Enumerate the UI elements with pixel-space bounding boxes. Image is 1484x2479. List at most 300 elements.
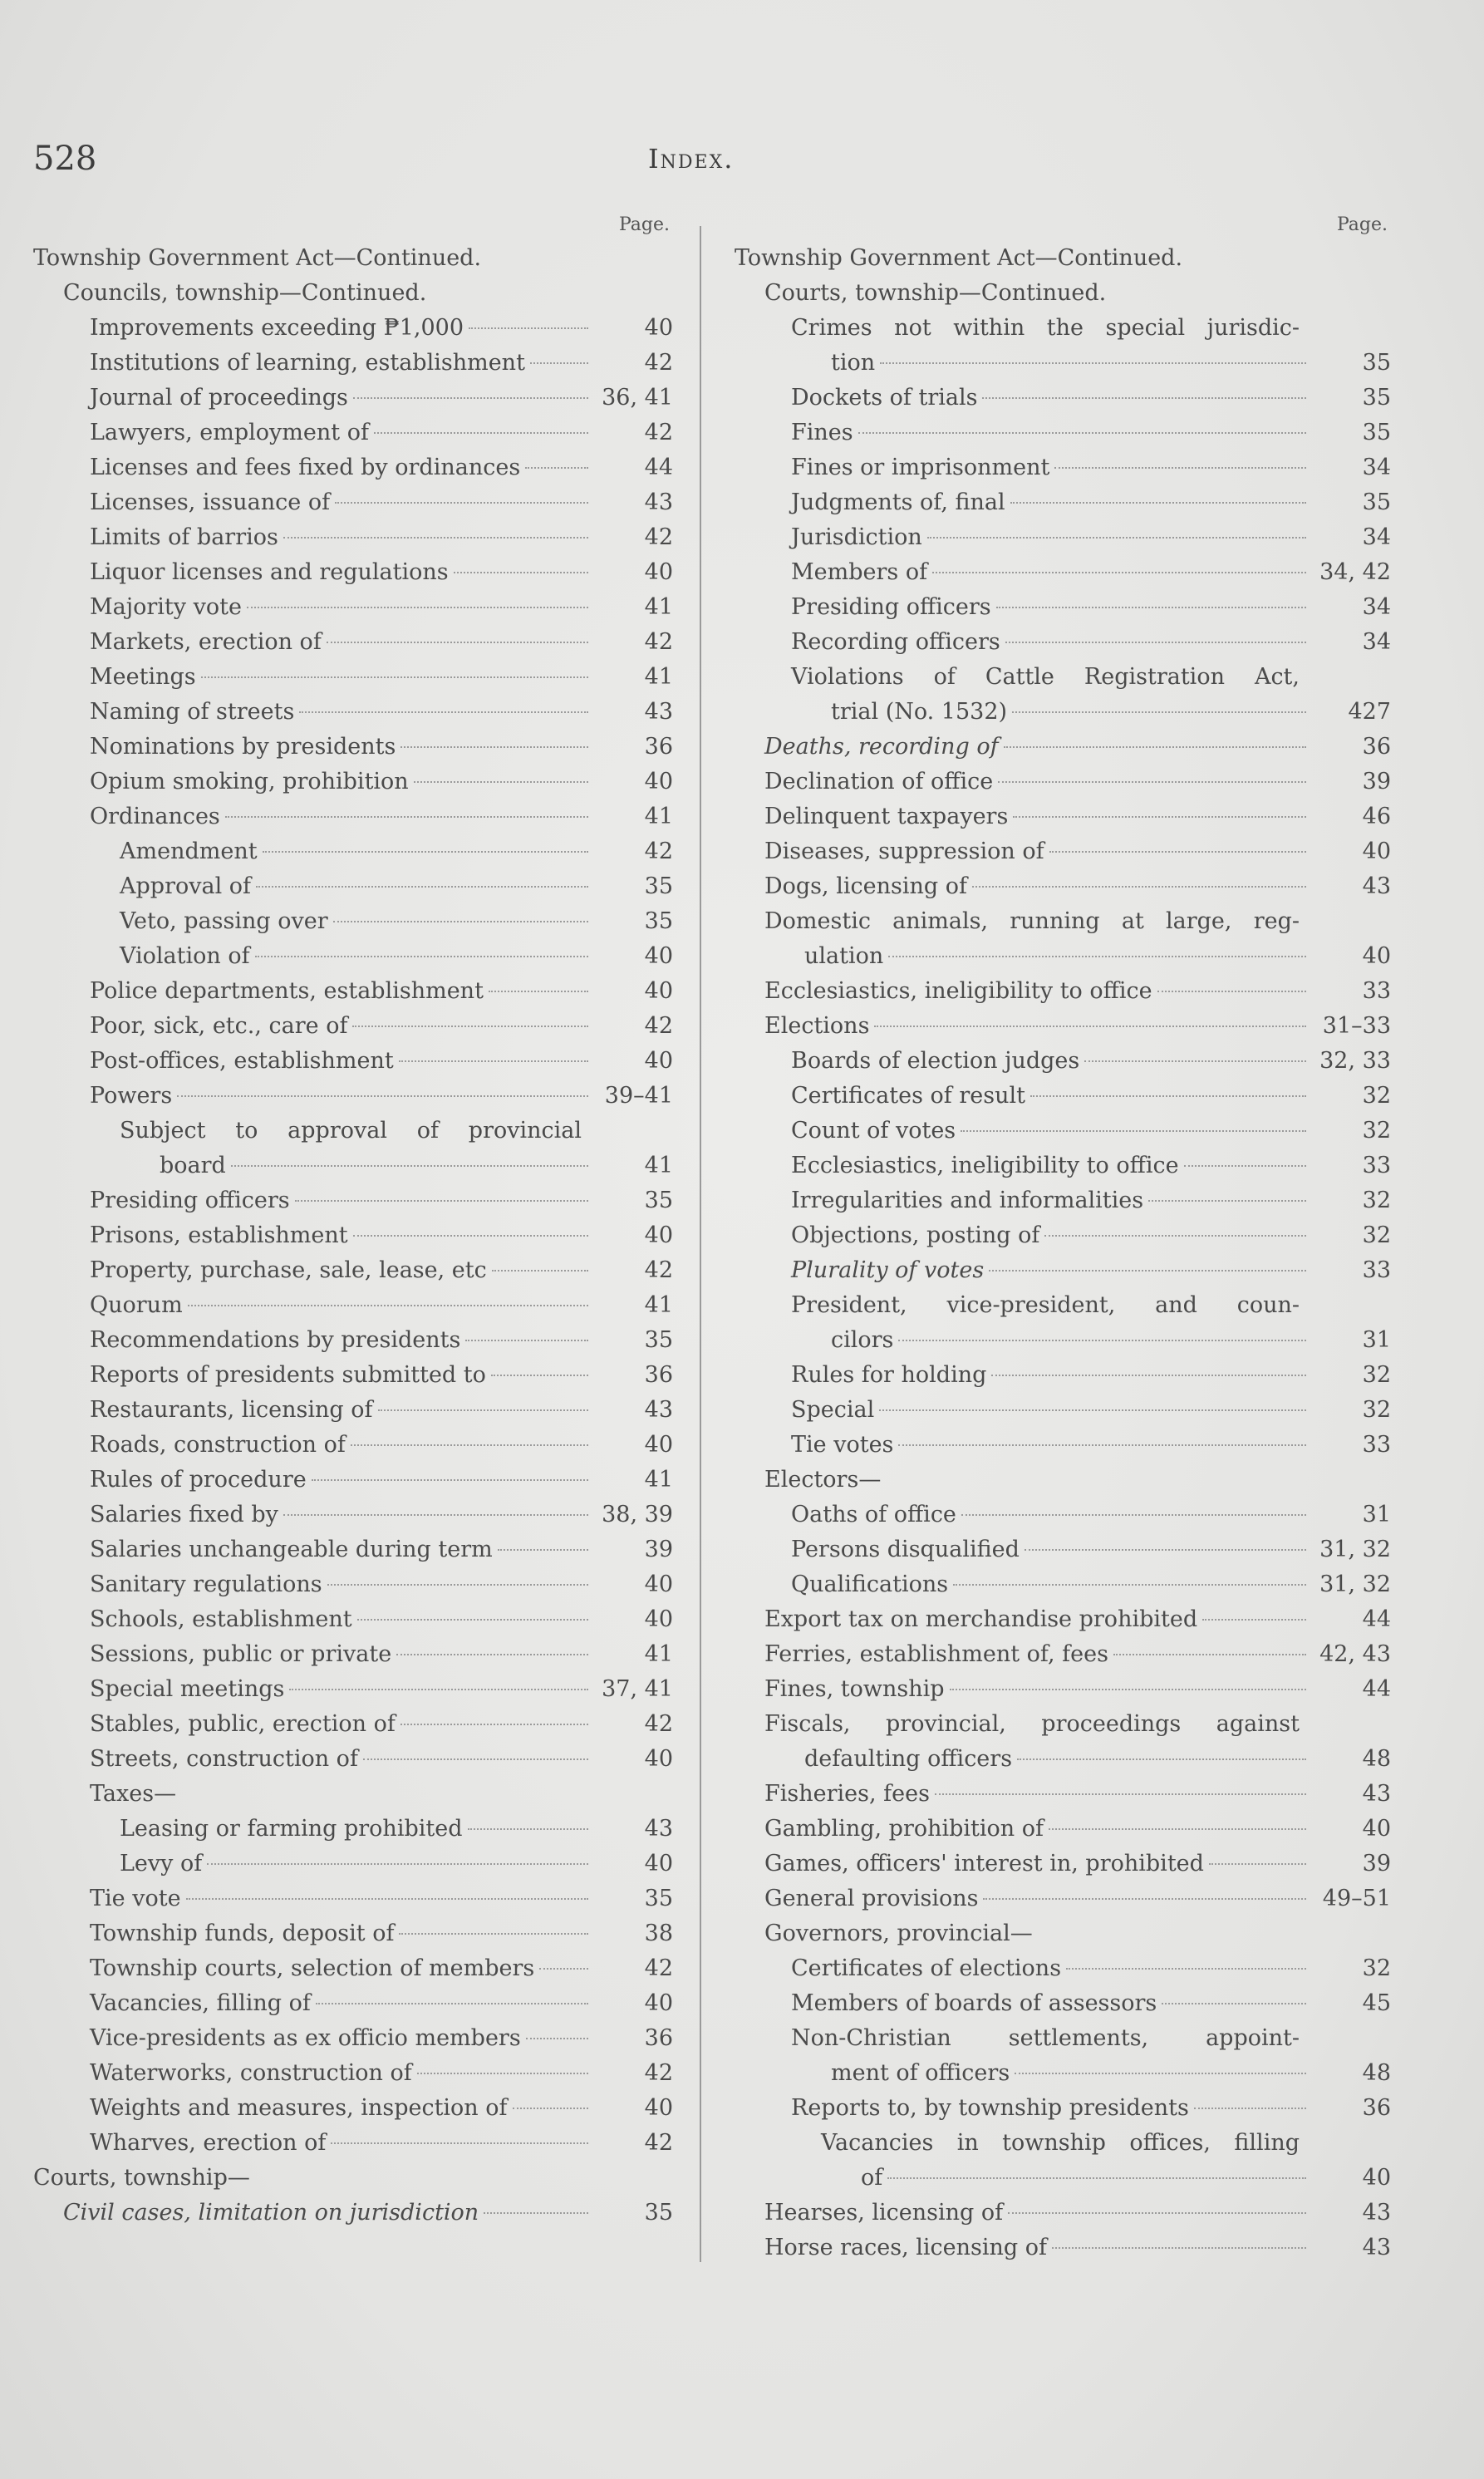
entry-text: Property, purchase, sale, lease, etc [90, 1257, 487, 1283]
entry-pages: 45 [1362, 1990, 1391, 2016]
index-entry [735, 1881, 1391, 1916]
entry-text: Lawyers, employment of [90, 420, 369, 445]
entry-pages: 42 [644, 350, 673, 376]
entry-text: Irregularities and informalities [791, 1188, 1144, 1213]
dot-leader [539, 1968, 588, 1970]
entry-pages: 38, 39 [602, 1502, 673, 1527]
index-entry [735, 765, 1391, 799]
entry-text: Oaths of office [791, 1502, 956, 1527]
entry-pages: 41 [644, 1153, 673, 1178]
entry-text: Fines [791, 420, 853, 445]
index-entry [33, 1463, 673, 1498]
entry-pages: 42 [644, 1257, 673, 1283]
entry-pages: 36 [1362, 2095, 1391, 2121]
dot-leader [351, 1444, 588, 1446]
entry-pages: 34, 42 [1319, 559, 1391, 585]
entry-pages: 40 [644, 1432, 673, 1458]
dot-leader [357, 1619, 588, 1621]
entry-text: Special [791, 1397, 875, 1423]
entry-text: Township courts, selection of members [90, 1955, 535, 1981]
entry-pages: 32 [1362, 1222, 1391, 1248]
entry-text: Jurisdiction [791, 524, 922, 550]
index-entry [735, 416, 1391, 450]
entry-text: Stables, public, erection of [90, 1711, 396, 1737]
index-entry [735, 1114, 1391, 1149]
index-column-right [735, 214, 1391, 2265]
dot-leader [201, 676, 588, 678]
entry-text: Salaries unchangeable during term [90, 1537, 493, 1562]
index-entry [33, 1916, 673, 1951]
dot-leader [935, 1793, 1306, 1795]
dot-leader [1162, 2003, 1306, 2004]
dot-leader [484, 2212, 588, 2214]
index-entry [33, 1847, 673, 1881]
dot-leader [333, 921, 588, 922]
entry-text: Civil cases, limitation on jurisdiction [63, 2200, 479, 2226]
entry-text: Certificates of elections [791, 1955, 1062, 1981]
entry-pages: 40 [644, 1572, 673, 1597]
entry-pages: 43 [1362, 2200, 1391, 2226]
dot-leader [996, 607, 1306, 608]
index-entries [735, 241, 1391, 2265]
index-entry [33, 1079, 673, 1114]
dot-leader [961, 1130, 1306, 1132]
entry-pages: 36 [644, 2025, 673, 2051]
index-entry [735, 1602, 1391, 1637]
dot-leader [972, 886, 1306, 888]
entry-text: Subject to approval of provincial [120, 1118, 582, 1144]
entry-pages: 41 [644, 594, 673, 620]
dot-leader [1030, 1095, 1306, 1097]
index-entry [735, 1218, 1391, 1253]
dot-leader [489, 991, 588, 992]
dot-leader [263, 851, 588, 853]
index-entry [735, 869, 1391, 904]
entry-pages: 43 [1362, 2235, 1391, 2260]
entry-pages: 38 [644, 1921, 673, 1946]
dot-leader [898, 1444, 1306, 1446]
entry-pages: 40 [644, 943, 673, 969]
entry-text: Horse races, licensing of [764, 2235, 1048, 2260]
entry-text: Dockets of trials [791, 385, 978, 411]
entry-continuation [764, 1742, 1391, 1777]
dot-leader [1184, 1165, 1306, 1167]
entry-pages: 41 [644, 664, 673, 690]
index-entry [33, 1567, 673, 1602]
entry-text: Tie votes [791, 1432, 894, 1458]
entry-text-continued: board [160, 1153, 226, 1178]
entry-pages: 40 [1362, 943, 1391, 969]
index-entry [735, 311, 1391, 381]
entry-pages: 44 [644, 455, 673, 480]
index-entry [33, 1672, 673, 1707]
index-entry [33, 1881, 673, 1916]
dot-leader [289, 1689, 588, 1690]
dot-leader [414, 781, 588, 783]
index-entries [33, 241, 673, 2231]
index-entry [735, 2196, 1391, 2231]
entry-text: Naming of streets [90, 699, 295, 725]
dot-leader [1004, 746, 1306, 748]
entry-text: Licenses, issuance of [90, 489, 331, 515]
entry-text: Institutions of learning, establishment [90, 350, 525, 376]
entry-pages: 42 [644, 2130, 673, 2156]
entry-text: Weights and measures, inspection of [90, 2095, 508, 2121]
dot-leader [316, 2003, 588, 2004]
entry-text: Judgments of, final [791, 489, 1005, 515]
index-entry [735, 660, 1391, 730]
dot-leader [255, 956, 588, 957]
index-entry [735, 1986, 1391, 2021]
entry-pages: 33 [1362, 1153, 1391, 1178]
entry-pages: 44 [1362, 1676, 1391, 1702]
index-entry [735, 520, 1391, 555]
dot-leader [327, 642, 588, 643]
dot-leader [231, 1165, 588, 1167]
entry-pages: 427 [1348, 699, 1391, 725]
dot-leader [1084, 1060, 1306, 1062]
entry-text: Dogs, licensing of [764, 873, 967, 899]
entry-text: Markets, erection of [90, 629, 322, 655]
entry-text: Ecclesiastics, ineligibility to office [764, 978, 1152, 1004]
entry-pages: 44 [1362, 1606, 1391, 1632]
entry-pages: 42, 43 [1319, 1641, 1391, 1667]
entry-text: Members of [791, 559, 928, 585]
index-entry [735, 1498, 1391, 1532]
dot-leader [225, 816, 588, 818]
entry-pages: 40 [644, 978, 673, 1004]
entry-pages: 43 [644, 699, 673, 725]
entry-text: Ferries, establishment of, fees [764, 1641, 1108, 1667]
index-entry [735, 625, 1391, 660]
entry-text: Approval of [120, 873, 252, 899]
entry-text: President, vice-president, and coun- [791, 1292, 1300, 1318]
entry-pages: 35 [1362, 385, 1391, 411]
entry-text: Township funds, deposit of [90, 1921, 395, 1946]
entry-pages: 46 [1362, 804, 1391, 829]
entry-pages: 42 [644, 420, 673, 445]
dot-leader [927, 537, 1306, 539]
entry-pages: 43 [1362, 873, 1391, 899]
entry-pages: 40 [644, 2095, 673, 2121]
index-entry [33, 1742, 673, 1777]
entry-text: Fines, township [764, 1676, 945, 1702]
dot-leader [299, 711, 588, 713]
dot-leader [983, 1898, 1306, 1900]
entry-pages: 37, 41 [602, 1676, 673, 1702]
entry-text: Delinquent taxpayers [764, 804, 1009, 829]
entry-text: Hearses, licensing of [764, 2200, 1004, 2226]
index-entry [33, 1218, 673, 1253]
entry-pages: 49–51 [1322, 1886, 1391, 1911]
entry-pages: 40 [1362, 2165, 1391, 2191]
running-head: Index. [648, 143, 735, 175]
entry-pages: 41 [644, 1641, 673, 1667]
entry-pages: 36 [1362, 734, 1391, 760]
entry-text: Members of boards of assessors [791, 1990, 1157, 2016]
entry-text: Restaurants, licensing of [90, 1397, 373, 1423]
dot-leader [295, 1200, 588, 1202]
entry-pages: 40 [644, 559, 673, 585]
dot-leader [887, 2177, 1306, 2179]
dot-leader [492, 1270, 588, 1271]
dot-leader [1012, 711, 1306, 713]
entry-text: Streets, construction of [90, 1746, 358, 1772]
index-entry [735, 1044, 1391, 1079]
dot-leader [374, 432, 588, 434]
entry-text: Veto, passing over [120, 908, 328, 934]
entry-text: Ecclesiastics, ineligibility to office [791, 1153, 1179, 1178]
entry-text: Declination of office [764, 769, 994, 794]
index-entry [33, 1393, 673, 1428]
entry-pages: 40 [644, 1851, 673, 1876]
index-entry [735, 1951, 1391, 1986]
dot-leader [1044, 1235, 1306, 1237]
entry-text: Majority vote [90, 594, 242, 620]
index-entry [33, 1114, 673, 1183]
index-entry [33, 1498, 673, 1532]
dot-leader [530, 362, 588, 364]
index-entry [735, 2231, 1391, 2265]
index-entry [735, 834, 1391, 869]
index-heading: Courts, township— [33, 2165, 250, 2191]
entry-text: Objections, posting of [791, 1222, 1040, 1248]
page-header [0, 140, 1484, 189]
dot-leader [186, 1898, 588, 1900]
index-entry [33, 450, 673, 485]
entry-pages: 40 [644, 1606, 673, 1632]
entry-text-continued: defaulting officers [804, 1746, 1013, 1772]
entry-pages: 32 [1362, 1955, 1391, 1981]
dot-leader [327, 1584, 588, 1586]
page-column-label: Page. [618, 214, 670, 235]
index-entry [33, 1532, 673, 1567]
index-entry [33, 939, 673, 974]
index-entry [33, 1602, 673, 1637]
entry-pages: 42 [644, 839, 673, 864]
entry-text: Special meetings [90, 1676, 285, 1702]
index-entry [735, 1183, 1391, 1218]
entry-text: Police departments, establishment [90, 978, 484, 1004]
entry-continuation [791, 2056, 1391, 2091]
entry-text: Limits of barrios [90, 524, 278, 550]
dot-leader [353, 397, 588, 399]
entry-text: Qualifications [791, 1572, 949, 1597]
dot-leader [880, 362, 1306, 364]
entry-text: Tie vote [90, 1886, 181, 1911]
dot-leader [888, 956, 1306, 957]
entry-text: Games, officers' interest in, prohibited [764, 1851, 1204, 1876]
dot-leader [1157, 991, 1306, 992]
entry-pages: 42 [644, 1955, 673, 1981]
entry-continuation [791, 346, 1391, 381]
index-entry [33, 2126, 673, 2161]
dot-leader [989, 1270, 1306, 1271]
page-column-label: Page. [1336, 214, 1388, 235]
entry-text: Elections [764, 1013, 870, 1039]
dot-leader [353, 1235, 588, 1237]
entry-pages: 34 [1362, 629, 1391, 655]
entry-text: General provisions [764, 1886, 979, 1911]
index-entry [735, 590, 1391, 625]
entry-pages: 39 [644, 1537, 673, 1562]
dot-leader [879, 1409, 1306, 1411]
index-entry [33, 311, 673, 346]
index-entry [735, 730, 1391, 765]
entry-text: Domestic animals, running at large, reg- [764, 908, 1300, 934]
entry-pages: 36 [644, 734, 673, 760]
dot-leader [961, 1514, 1306, 1516]
entry-text: Fines or imprisonment [791, 455, 1050, 480]
dot-leader [491, 1375, 588, 1376]
index-entry [33, 2196, 673, 2231]
index-heading: Governors, provincial— [764, 1921, 1033, 1946]
dot-leader [1005, 642, 1306, 643]
dot-leader [1013, 816, 1306, 818]
entry-pages: 43 [644, 489, 673, 515]
entry-pages: 39 [1362, 769, 1391, 794]
entry-pages: 35 [644, 908, 673, 934]
dot-leader [468, 1828, 589, 1830]
entry-text: Poor, sick, etc., care of [90, 1013, 348, 1039]
index-heading: Courts, township—Continued. [764, 280, 1107, 306]
index-entry [735, 1428, 1391, 1463]
index-entry [735, 1812, 1391, 1847]
entry-continuation [821, 2161, 1391, 2196]
index-entry [33, 2091, 673, 2126]
entry-pages: 40 [644, 315, 673, 341]
dot-leader [469, 327, 588, 329]
dot-leader [1017, 1758, 1306, 1760]
dot-leader [283, 1514, 588, 1516]
dot-leader [363, 1758, 588, 1760]
entry-pages: 35 [644, 2200, 673, 2226]
index-entry [33, 2021, 673, 2056]
index-entry [33, 799, 673, 834]
index-entry [735, 904, 1391, 974]
entry-pages: 32, 33 [1319, 1048, 1391, 1074]
entry-pages: 31 [1362, 1327, 1391, 1353]
index-entry [33, 1044, 673, 1079]
entry-text: Vice-presidents as ex officio members [90, 2025, 521, 2051]
entry-pages: 32 [1362, 1083, 1391, 1109]
entry-text: Powers [90, 1083, 173, 1109]
dot-leader [953, 1584, 1306, 1586]
entry-text: Waterworks, construction of [90, 2060, 412, 2086]
index-entry [33, 1323, 673, 1358]
entry-pages: 43 [644, 1816, 673, 1842]
entry-text: Fisheries, fees [764, 1781, 930, 1807]
dot-leader [874, 1026, 1306, 1027]
entry-text: Wharves, erection of [90, 2130, 327, 2156]
dot-leader [454, 572, 588, 573]
entry-pages: 32 [1362, 1397, 1391, 1423]
dot-leader [1010, 502, 1306, 504]
entry-text: Opium smoking, prohibition [90, 769, 409, 794]
dot-leader [513, 2108, 588, 2109]
index-entry [33, 1358, 673, 1393]
entry-pages: 41 [644, 804, 673, 829]
entry-text: Roads, construction of [90, 1432, 346, 1458]
entry-text: Reports of presidents submitted to [90, 1362, 486, 1388]
entry-pages: 40 [644, 1990, 673, 2016]
index-entry [735, 799, 1391, 834]
entry-text: Count of votes [791, 1118, 956, 1144]
entry-pages: 35 [1362, 350, 1391, 376]
entry-text: Persons disqualified [791, 1537, 1020, 1562]
entry-pages: 36 [644, 1362, 673, 1388]
entry-text: Vacancies in township offices, filling [821, 2130, 1300, 2156]
entry-continuation [764, 939, 1391, 974]
dot-leader [396, 1654, 588, 1655]
index-entry [735, 1009, 1391, 1044]
dot-leader [399, 1933, 588, 1935]
entry-text: Presiding officers [90, 1188, 290, 1213]
entry-text: Amendment [120, 839, 258, 864]
entry-text: Recording officers [791, 629, 1000, 655]
entry-pages: 35 [644, 1188, 673, 1213]
entry-pages: 39–41 [604, 1083, 673, 1109]
entry-text: Rules for holding [791, 1362, 987, 1388]
entry-pages: 31–33 [1322, 1013, 1391, 1039]
dot-leader [858, 432, 1306, 434]
index-entry [735, 381, 1391, 416]
index-heading: Township Government Act—Continued. [33, 245, 482, 271]
dot-leader [1015, 2073, 1306, 2074]
dot-leader [177, 1095, 588, 1097]
entry-pages: 35 [644, 1327, 673, 1353]
entry-text: Quorum [90, 1292, 183, 1318]
index-entry [33, 1183, 673, 1218]
index-entry [33, 625, 673, 660]
dot-leader [932, 572, 1306, 573]
dot-leader [312, 1479, 588, 1481]
entry-text-continued: ment of officers [831, 2060, 1010, 2086]
index-entry [33, 381, 673, 416]
entry-text: Crimes not within the special jurisdic- [791, 315, 1300, 341]
entry-pages: 40 [644, 1746, 673, 1772]
index-entry [33, 1707, 673, 1742]
dot-leader [1066, 1968, 1306, 1970]
entry-pages: 42 [644, 1711, 673, 1737]
entry-pages: 43 [644, 1397, 673, 1423]
dot-leader [1209, 1863, 1306, 1865]
index-entry [33, 660, 673, 695]
index-entry [33, 974, 673, 1009]
dot-leader [335, 502, 588, 504]
entry-text: Liquor licenses and regulations [90, 559, 449, 585]
index-entry [33, 869, 673, 904]
index-entry [735, 1777, 1391, 1812]
entry-text: Deaths, recording of [764, 734, 999, 760]
index-entry [33, 730, 673, 765]
index-heading: Electors— [764, 1467, 882, 1493]
index-entry [735, 1672, 1391, 1707]
index-entry [735, 450, 1391, 485]
index-entry [33, 1428, 673, 1463]
entry-pages: 42 [644, 2060, 673, 2086]
entry-text-continued: ulation [804, 943, 884, 969]
entry-continuation [791, 1323, 1391, 1358]
entry-text: Fiscals, provincial, proceedings against [764, 1711, 1300, 1737]
dot-leader [352, 1026, 588, 1027]
index-entry [735, 1358, 1391, 1393]
index-entry [33, 1009, 673, 1044]
entry-text-continued: trial (No. 1532) [831, 699, 1008, 725]
entry-continuation [791, 695, 1391, 730]
dot-leader [998, 781, 1306, 783]
entry-text: Violations of Cattle Registration Act, [791, 664, 1300, 690]
